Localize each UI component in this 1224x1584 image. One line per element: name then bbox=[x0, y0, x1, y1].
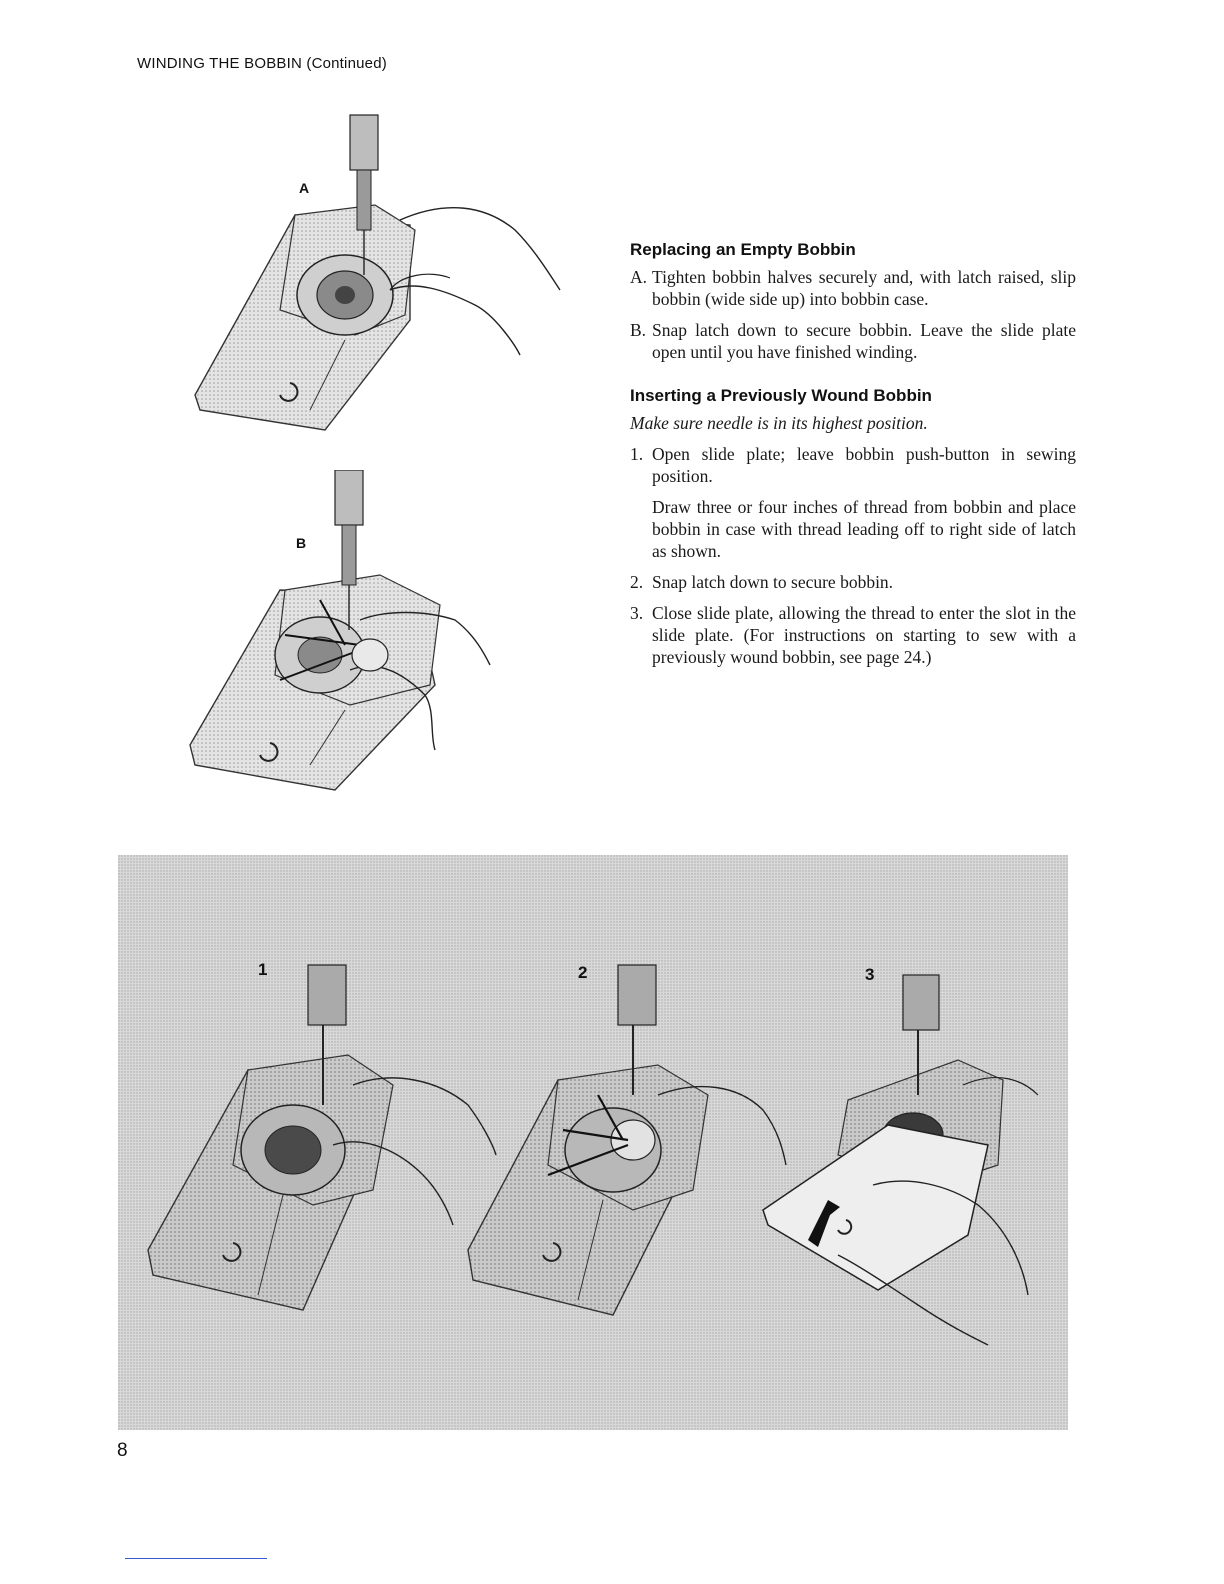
instructions-column bbox=[630, 240, 1076, 677]
step-b-marker: B. bbox=[630, 320, 647, 340]
figure-a-label: A bbox=[299, 180, 310, 196]
page-number: 8 bbox=[117, 1440, 128, 1461]
step-2 bbox=[630, 571, 1076, 593]
photo-label-2: 2 bbox=[578, 963, 588, 982]
needle-note: Make sure needle is in its highest position. bbox=[630, 413, 928, 433]
step-3-marker: 3. bbox=[630, 603, 644, 623]
step-2-marker: 2. bbox=[630, 572, 644, 592]
step-2-text: Snap latch down to secure bobbin. bbox=[652, 572, 894, 592]
steps-photo-panel bbox=[118, 855, 1068, 1430]
step-1-text: Open slide plate; leave bobbin push-button in sewing position. bbox=[652, 444, 1076, 486]
step-a-text: Tighten bobbin halves securely and, with latch raised, slip bobbin (wide side up) into bobbin case. bbox=[652, 267, 1076, 309]
figure-b-label: B bbox=[296, 535, 307, 551]
step-3-text: Close slide plate, allowing the thread to enter the slot in the slide plate. (For instructions on starting to sew with a previously wound bobbin, see page 24.) bbox=[652, 603, 1076, 667]
footer-link-underline bbox=[125, 1558, 267, 1559]
step-b-text: Snap latch down to secure bobbin. Leave the slide plate open until you have finished winding. bbox=[652, 320, 1076, 362]
step-a bbox=[630, 266, 1076, 310]
page-header: WINDING THE BOBBIN (Continued) bbox=[137, 55, 387, 72]
step-b bbox=[630, 319, 1076, 363]
step-1-marker: 1. bbox=[630, 444, 644, 464]
section-title-inserting: Inserting a Previously Wound Bobbin bbox=[630, 386, 932, 405]
figure-b-illustration bbox=[185, 470, 505, 800]
step-3 bbox=[630, 602, 1076, 668]
step-1-subtext: Draw three or four inches of thread from bobbin and place bobbin in case with thread leading off to right side of latch as shown. bbox=[652, 497, 1076, 561]
figure-a-illustration bbox=[185, 110, 565, 445]
photo-label-3: 3 bbox=[865, 965, 875, 984]
step-1 bbox=[630, 443, 1076, 487]
step-a-marker: A. bbox=[630, 267, 648, 287]
section-title-replacing: Replacing an Empty Bobbin bbox=[630, 240, 856, 259]
photo-label-1: 1 bbox=[258, 960, 268, 979]
